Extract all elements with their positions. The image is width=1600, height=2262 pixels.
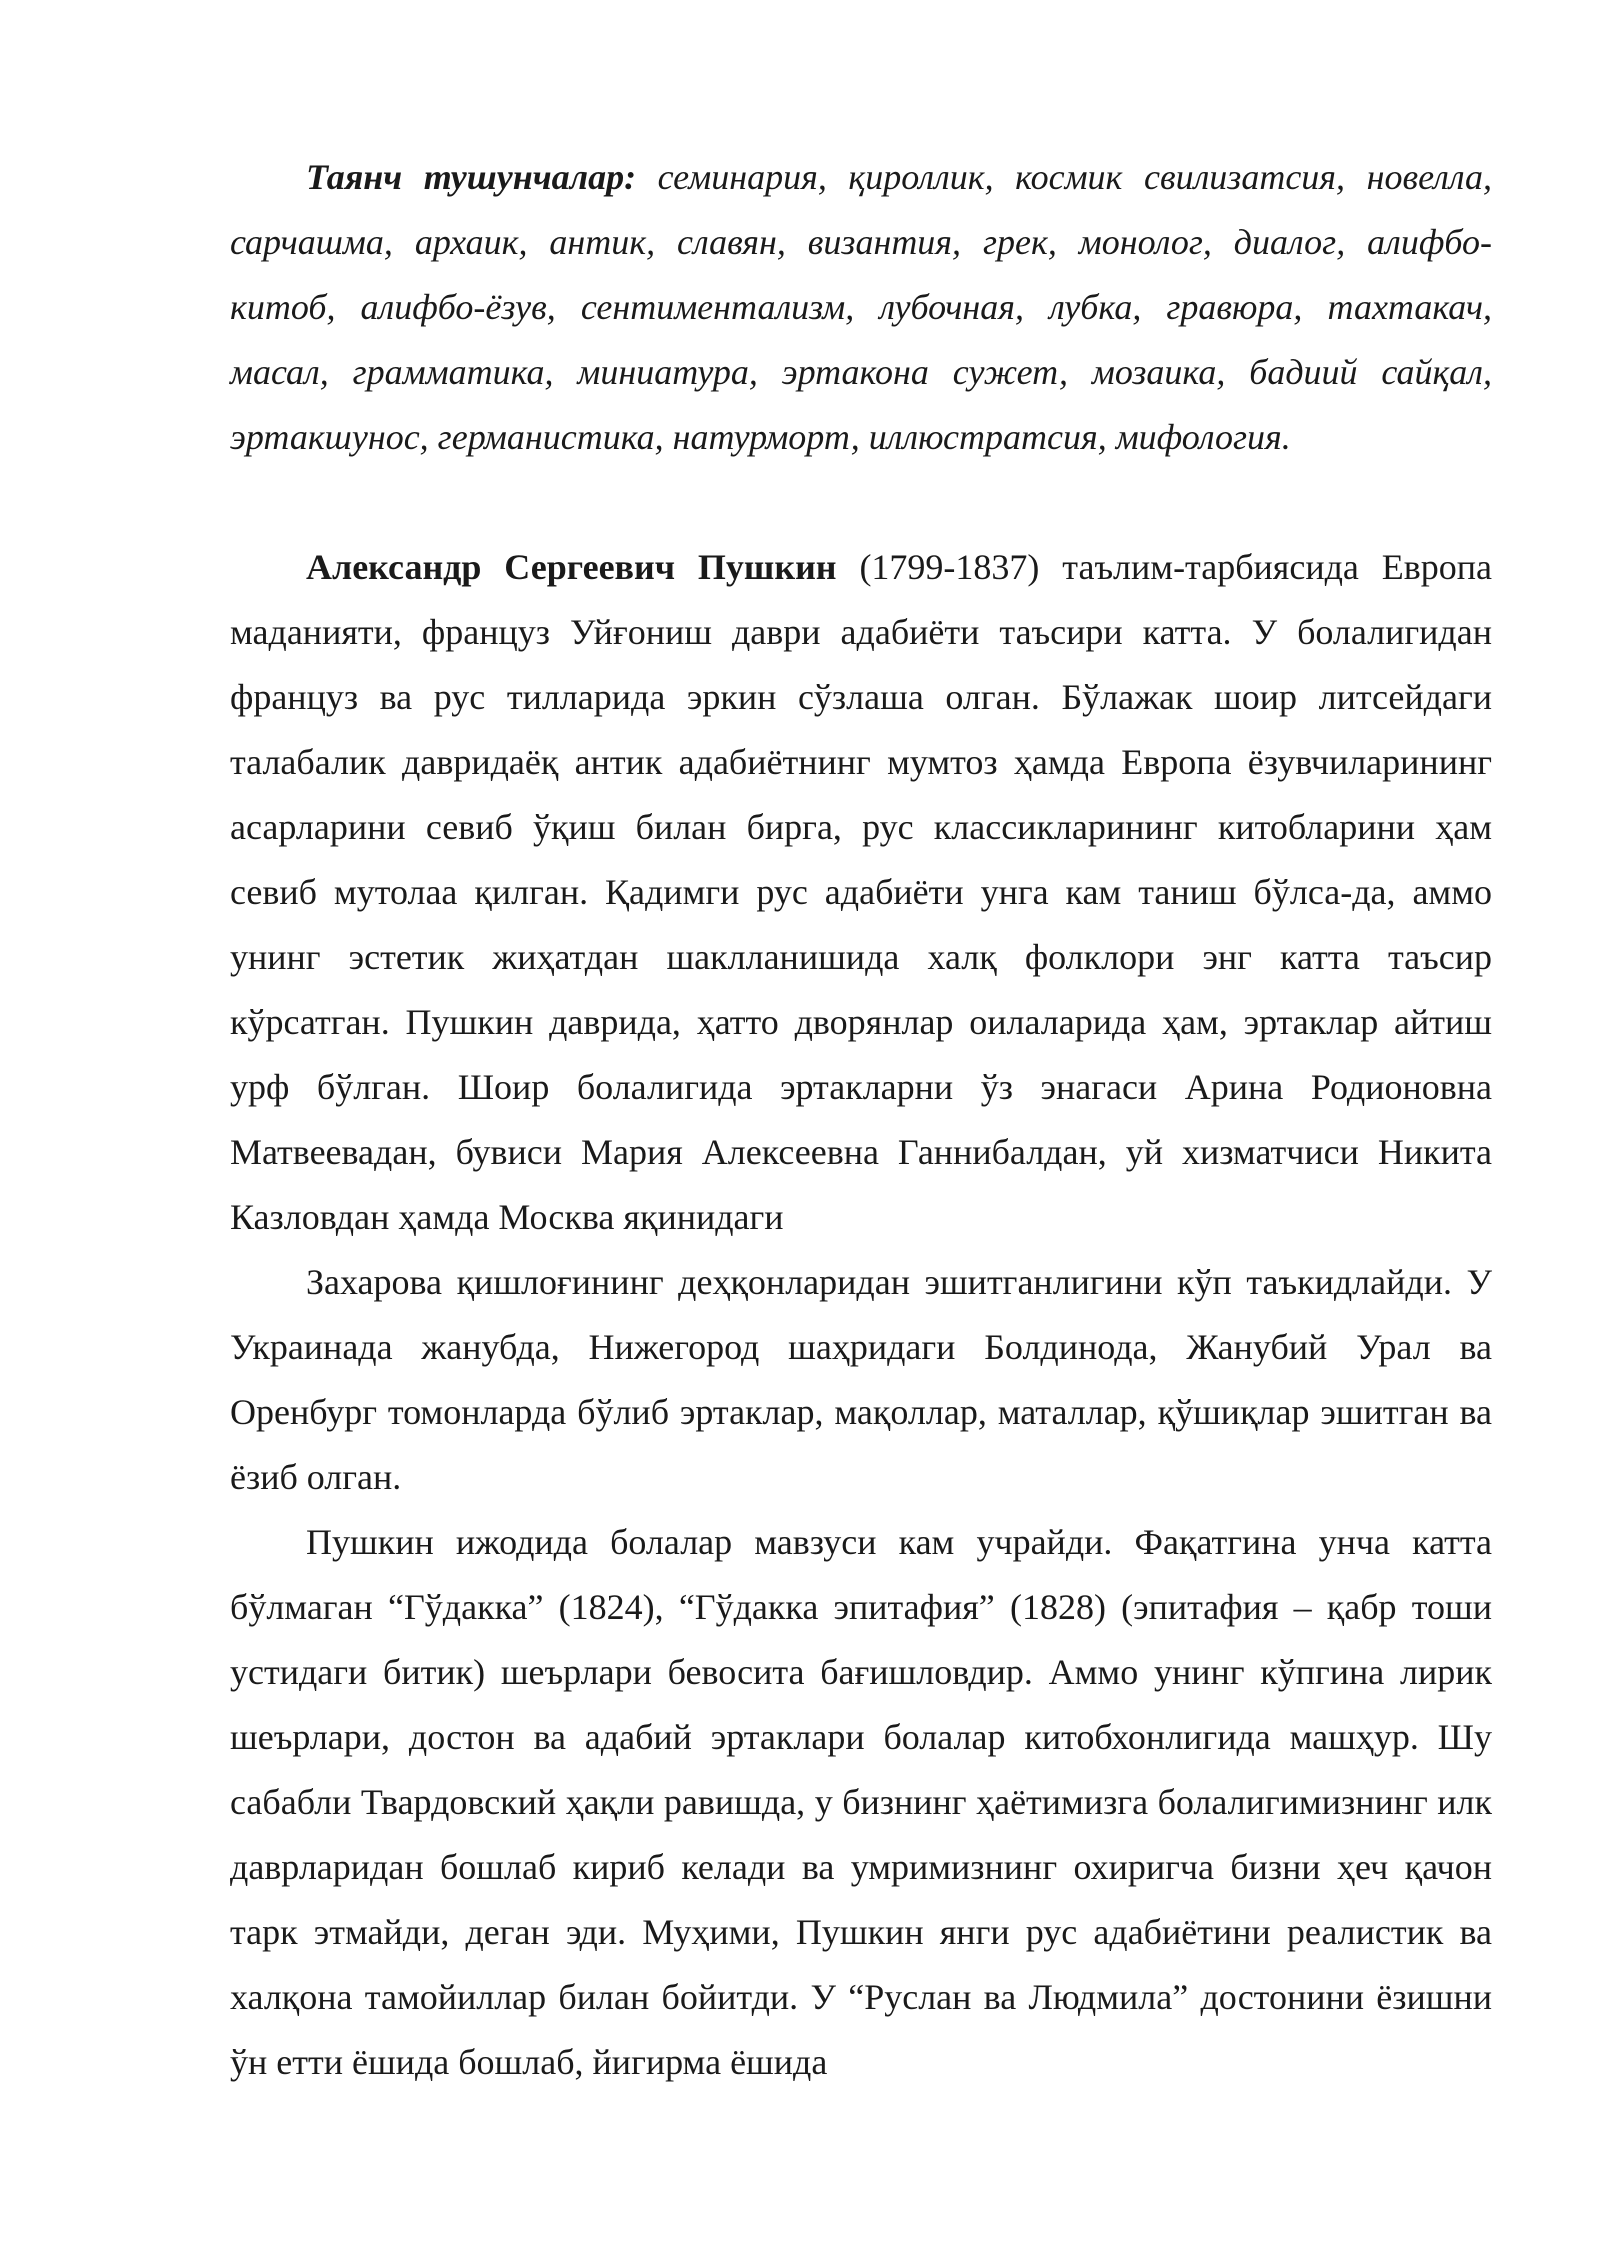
children-theme-paragraph: Пушкин ижодида болалар мавзуси кам учрайди. Фақатгина унча катта бўлмаган “Гўдакка” (1824), “Гўдакка эпитафия” (1828) (эпитафия – қабр тоши устидаги битик) шеърлари бевосита бағишловдир. Аммо унинг кўпгина лирик шеърлари, достон ва адабий эртаклари болалар китобхонлигида машҳур. Шу сабабли Твардовский ҳақли равишда, у бизнинг ҳаётимизга болалигимизнинг илк даврларидан бошлаб кириб келади ва умримизнинг охиригча бизни ҳеч қачон тарк этмайди, деган эди. Муҳими, Пушкин янги рус адабиётини реалистик ва халқона тамойиллар билан бойитди. У “Руслан ва Людмила” достонини ёзишни ўн етти ёшида бошлаб, йигирма ёшида bbox=[230, 1522, 1492, 2082]
pushkin-intro-paragraph bbox=[230, 535, 1492, 1250]
keywords-paragraph bbox=[230, 145, 1492, 470]
pushkin-intro-text: (1799-1837) таълим-тарбиясида Европа маданияти, француз Уйғониш даври адабиёти таъсири катта. У болалигидан француз ва рус тилларида эркин сўзлаша олган. Бўлажак шоир литсейдаги талабалик давридаёқ антик адабиётнинг мумтоз ҳамда Европа ёзувчиларининг асарларини севиб ўқиш билан бирга, рус классикларининг китобларини ҳам севиб мутолаа қилган. Қадимги рус адабиёти унга кам таниш бўлса-да, аммо унинг эстетик жиҳатдан шаклланишида халқ фолклори энг катта таъсир кўрсатган. Пушкин даврида, ҳатто дворянлар оилаларида ҳам, эртаклар айтиш урф бўлган. Шоир болалигида эртакларни ўз энагаси Арина Родионовна Матвеевадан, бувиси Мария Алексеевна Ганнибалдан, уй хизматчиси Никита Казловдан ҳамда Москва яқинидаги bbox=[230, 547, 1492, 1237]
document-page bbox=[230, 145, 1492, 2095]
keywords-list: семинария, қироллик, космик свилизатсия, новелла, сарчашма, архаик, антик, славян, византия, грек, монолог, диалог, алифбо-китоб, алифбо-ёзув, сентиментализм, лубочная, лубка, гравюра, тахтакач, масал, грамматика, миниатура, эртакона сужет, мозаика, бадиий сайқал, эртакшунос, германистика, натурморт, иллюстратсия, мифология. bbox=[230, 157, 1492, 457]
keywords-label: Таянч тушунчалар: bbox=[306, 157, 637, 197]
paragraph-gap bbox=[230, 470, 1492, 535]
folklore-paragraph: Захарова қишлоғининг деҳқонларидан эшитганлигини кўп таъкидлайди. У Украинада жанубда, Нижегород шаҳридаги Болдинода, Жанубий Урал ва Оренбург томонларда бўлиб эртаклар, мақоллар, маталлар, қўшиқлар эшитган ва ёзиб олган. bbox=[230, 1262, 1492, 1497]
person-name: Александр Сергеевич Пушкин bbox=[306, 547, 837, 587]
